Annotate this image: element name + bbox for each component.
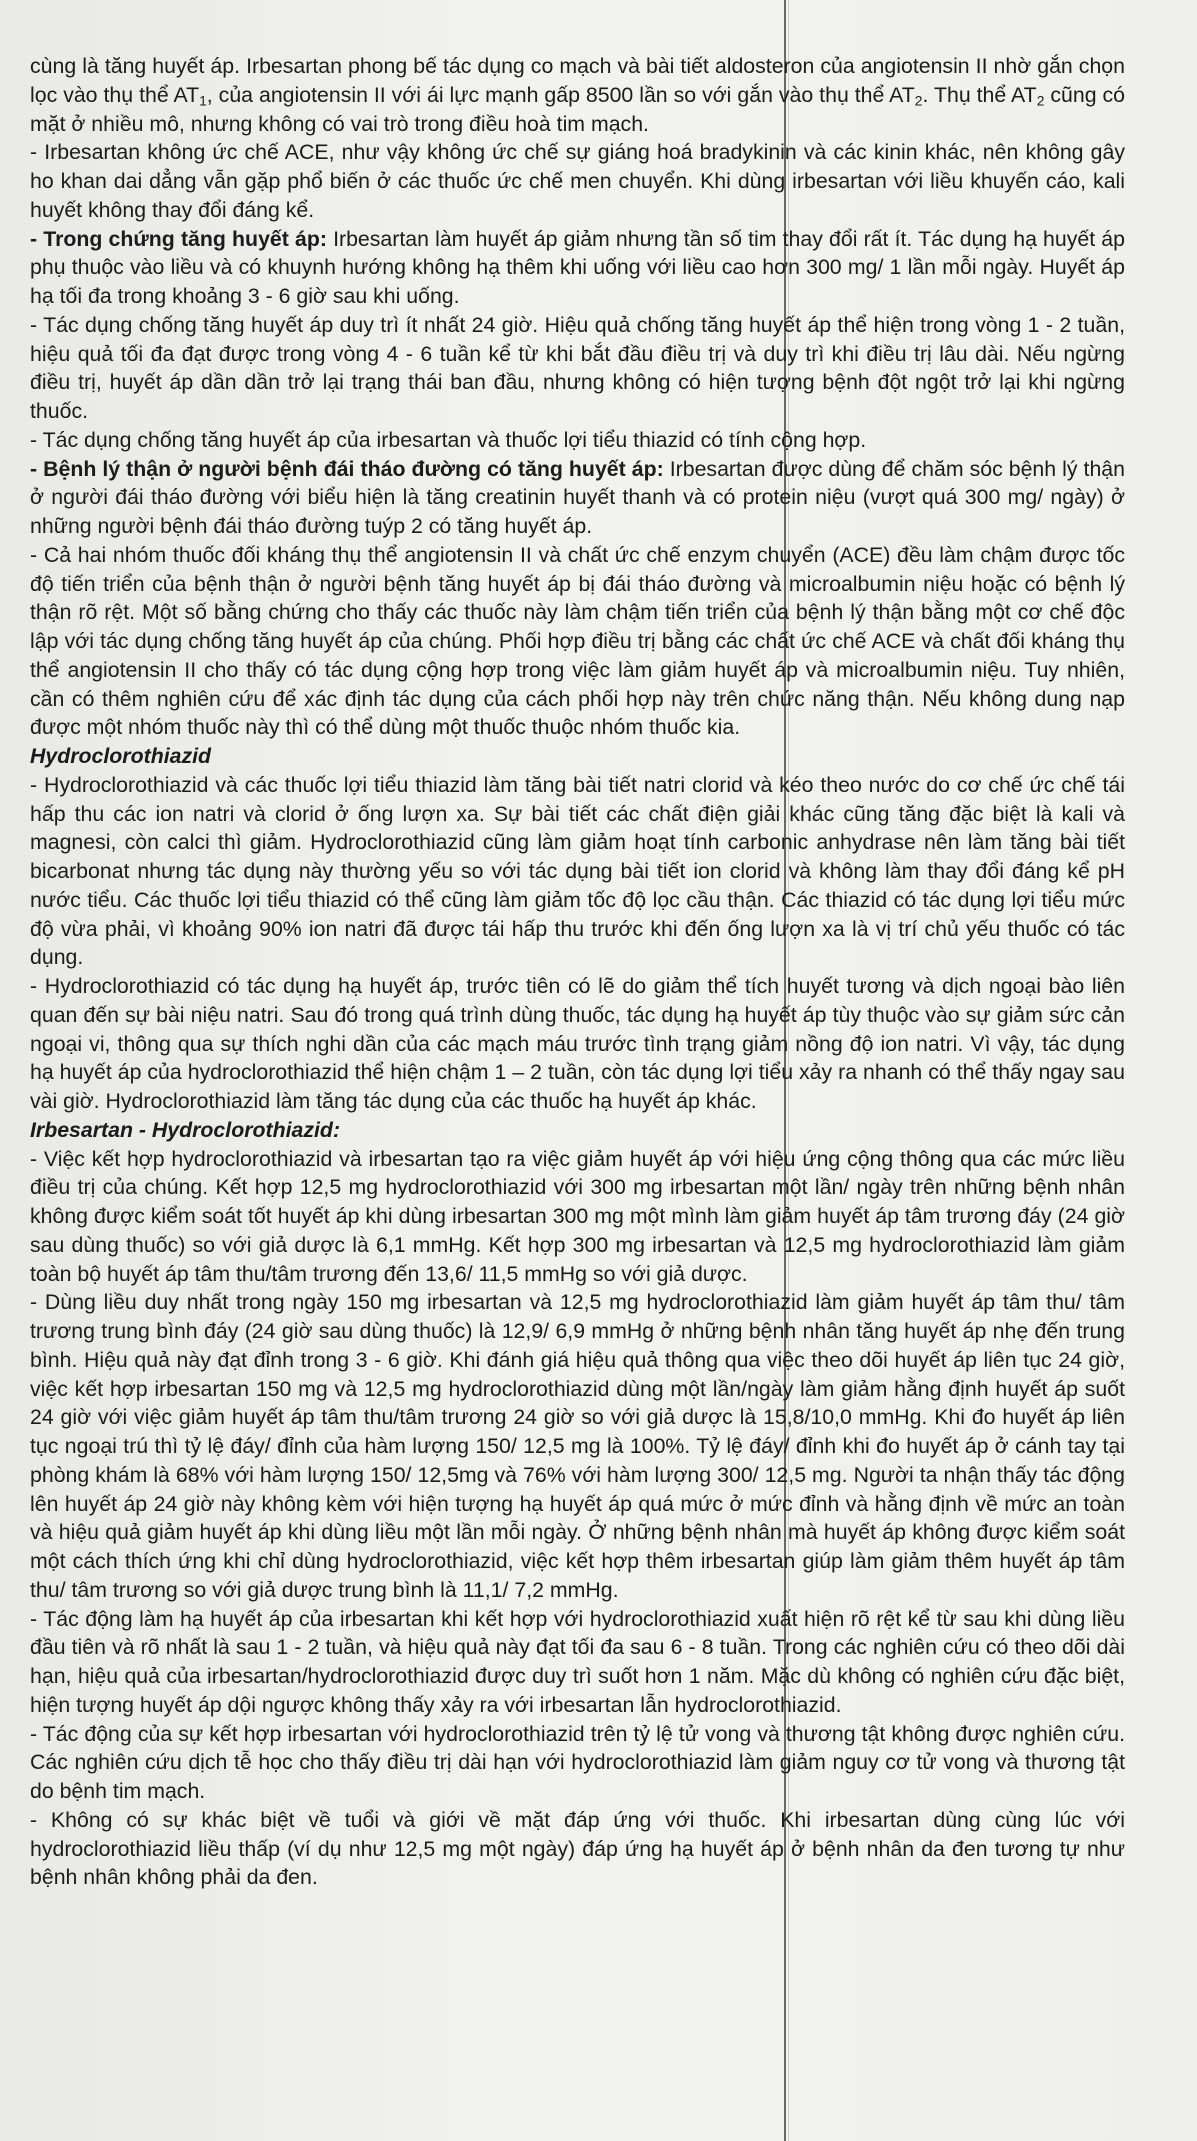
paragraph-nephropathy: - Bệnh lý thận ở người bệnh đái tháo đường có tăng huyết áp: Irbesartan được dùng để chăm sóc bệnh lý thận ở người đái tháo đường với biểu hiện là tăng creatinin huyết thanh và có protein niệu (vượt quá 300 mg/ ngày) ở những người bệnh đái tháo đường tuýp 2 có tăng huyết áp. bbox=[30, 456, 1125, 538]
paragraph-additive: - Tác dụng chống tăng huyết áp của irbesartan và thuốc lợi tiểu thiazid có tính cộng hợp. bbox=[30, 427, 867, 452]
paragraph-combination-1: - Việc kết hợp hydroclorothiazid và irbesartan tạo ra việc giảm huyết áp với hiệu ứng cộng thông qua các mức liều điều trị của chúng. Kết hợp 12,5 mg hydroclorothiazid với 300 mg irbesartan một lần/ ngày trên những bệnh nhân không được kiểm soát tốt huyết áp khi dùng irbesartan 300 mg một mình làm giảm huyết áp tâm trương đáy (24 giờ sau dùng thuốc) so với giả dược là 6,1 mmHg. Kết hợp 300 mg irbesartan và 12,5 mg hydroclorothiazid làm giảm toàn bộ huyết áp tâm thu/tâm trương đến 13,6/ 11,5 mmHg so với giả dược. bbox=[30, 1146, 1125, 1286]
label-nephropathy: - Bệnh lý thận ở người bệnh đái tháo đường có tăng huyết áp: bbox=[30, 456, 664, 481]
paragraph-combination-2: - Dùng liều duy nhất trong ngày 150 mg irbesartan và 12,5 mg hydroclorothiazid làm giảm huyết áp tâm thu/ tâm trương trung bình đáy (24 giờ sau dùng thuốc) là 12,9/ 6,9 mmHg ở những bệnh nhân tăng huyết áp nhẹ đến trung bình. Hiệu quả này đạt đỉnh trong 3 - 6 giờ. Khi đánh giá hiệu quả thông qua việc theo dõi huyết áp liên tục 24 giờ, việc kết hợp irbesartan 150 mg và 12,5 mg hydroclorothiazid dùng một lần/ngày làm giảm hằng định huyết áp suốt 24 giờ với việc giảm huyết áp tâm thu/tâm trương 24 giờ so với giả dược là 15,8/10,0 mmHg. Khi đo huyết áp liên tục ngoại trú thì tỷ lệ đáy/ đỉnh của hàm lượng 150/ 12,5 mg là 100%. Tỷ lệ đáy/ đỉnh khi đo huyết áp ở cánh tay tại phòng khám là 68% với hàm lượng 150/ 12,5mg và 76% với hàm lượng 300/ 12,5 mg. Người ta nhận thấy tác động lên huyết áp 24 giờ này không kèm với hiện tượng hạ huyết áp quá mức ở mức đỉnh và hằng định về mức an toàn và hiệu quả giảm huyết áp khi dùng liều một lần mỗi ngày. Ở những bệnh nhân mà huyết áp không được kiểm soát một cách thích ứng khi chỉ dùng hydroclorothiazid, việc kết hợp thêm irbesartan giúp làm giảm thêm huyết áp tâm thu/ tâm trương so với giả dược trung bình là 11,1/ 7,2 mmHg. bbox=[30, 1290, 1125, 1602]
paragraph-duration: - Tác dụng chống tăng huyết áp duy trì ít nhất 24 giờ. Hiệu quả chống tăng huyết áp thể hiện trong vòng 1 - 2 tuần, hiệu quả tối đa đạt được trong vòng 4 - 6 tuần kể từ khi bắt đầu điều trị và duy trì khi điều trị lâu dài. Nếu ngừng điều trị, huyết áp dần dần trở lại trạng thái ban đầu, nhưng không có hiện tượng bệnh đột ngột trở lại khi ngừng thuốc. bbox=[30, 312, 1125, 423]
label-hypertension: - Trong chứng tăng huyết áp: bbox=[30, 226, 327, 251]
paragraph-irbesartan-mechanism: cùng là tăng huyết áp. Irbesartan phong bế tác dụng co mạch và bài tiết aldosteron của angiotensin II nhờ gắn chọn lọc vào thụ thể $AT_1$, của angiotensin II với ái lực mạnh gấp 8500 lần so với gắn vào thụ thể $AT_2$. Thụ thể $AT_2$ cũng có mặt ở nhiều mô, nhưng không có vai trò trong điều hoà tim mạch. bbox=[30, 54, 1125, 136]
paragraph-combination-4: - Tác động của sự kết hợp irbesartan với hydroclorothiazid trên tỷ lệ tử vong và thương tật không được nghiên cứu. Các nghiên cứu dịch tễ học cho thấy điều trị dài hạn với hydroclorothiazid làm giảm nguy cơ tử vong và thương tật do bệnh tim mạch. bbox=[30, 1721, 1125, 1803]
heading-combination: Irbesartan - Hydroclorothiazid: bbox=[30, 1117, 341, 1142]
paragraph-ace: - Irbesartan không ức chế ACE, như vậy không ức chế sự giáng hoá bradykinin và các kinin khác, nên không gây ho khan dai dẳng vẫn gặp phổ biến ở các thuốc ức chế men chuyển. Khi dùng irbesartan với liều khuyến cáo, kali huyết không thay đổi đáng kể. bbox=[30, 140, 1125, 222]
paragraph-hct-mechanism: - Hydroclorothiazid và các thuốc lợi tiểu thiazid làm tăng bài tiết natri clorid và kéo theo nước do cơ chế ức chế tái hấp thu các ion natri và clorid ở ống lượn xa. Sự bài tiết các chất điện giải khác cũng tăng đặc biệt là kali và magnesi, còn calci thì giảm. Hydroclorothiazid cũng làm giảm hoạt tính carbonic anhydrase nên làm tăng bài tiết bicarbonat nhưng tác dụng này thường yếu so với tác dụng bài tiết ion clorid và không làm thay đổi đáng kể pH nước tiểu. Các thuốc lợi tiểu thiazid có thể cũng làm giảm tốc độ lọc cầu thận. Các thiazid có tác dụng lợi tiểu mức độ vừa phải, vì khoảng 90% ion natri đã được tái hấp thu trước khi đến ống lượn xa là vị trí chủ yếu thuốc có tác dụng. bbox=[30, 772, 1125, 970]
paragraph-ace-arb: - Cả hai nhóm thuốc đối kháng thụ thể angiotensin II và chất ức chế enzym chuyển (ACE) đều làm chậm được tốc độ tiến triển của bệnh thận ở người bệnh tăng huyết áp bị đái tháo đường và microalbumin niệu hoặc có bệnh lý thận rõ rệt. Một số bằng chứng cho thấy các thuốc này làm chậm tiến triển của bệnh lý thận bằng một cơ chế độc lập với tác dụng chống tăng huyết áp của chúng. Phối hợp điều trị bằng các chất ức chế ACE và chất đối kháng thụ thể angiotensin II cho thấy có tác dụng cộng hợp trong việc làm giảm huyết áp và microalbumin niệu. Tuy nhiên, cần có thêm nghiên cứu để xác định tác dụng của cách phối hợp này trên chức năng thận. Nếu không dung nạp được một nhóm thuốc này thì có thể dùng một thuốc thuộc nhóm thuốc kia. bbox=[30, 542, 1125, 740]
document-body bbox=[30, 52, 1125, 1892]
paragraph-hct-bp: - Hydroclorothiazid có tác dụng hạ huyết áp, trước tiên có lẽ do giảm thể tích huyết tương và dịch ngoại bào liên quan đến sự bài niệu natri. Sau đó trong quá trình dùng thuốc, tác dụng hạ huyết áp tùy thuộc vào sự giảm sức cản ngoại vi, thông qua sự thích nghi dần của các mạch máu trước tình trạng giảm nồng độ ion natri. Vì vậy, tác dụng hạ huyết áp của hydroclorothiazid thể hiện chậm 1 – 2 tuần, còn tác dụng lợi tiểu xảy ra nhanh có thể thấy ngay sau vài giờ. Hydroclorothiazid làm tăng tác dụng của các thuốc hạ huyết áp khác. bbox=[30, 974, 1125, 1113]
paragraph-hypertension: - Trong chứng tăng huyết áp: Irbesartan làm huyết áp giảm nhưng tần số tim thay đổi rất ít. Tác dụng hạ huyết áp phụ thuộc vào liều và có khuynh hướng không hạ thêm khi uống với liều cao hơn 300 mg/ 1 lần mỗi ngày. Huyết áp hạ tối đa trong khoảng 3 - 6 giờ sau khi uống. bbox=[30, 226, 1125, 308]
heading-hydroclorothiazid: Hydroclorothiazid bbox=[30, 744, 212, 768]
paragraph-combination-5: - Không có sự khác biệt về tuổi và giới về mặt đáp ứng với thuốc. Khi irbesartan dùng cùng lúc với hydroclorothiazid liều thấp (ví dụ như 12,5 mg một ngày) đáp ứng hạ huyết áp ở bệnh nhân da đen tương tự như bệnh nhân không phải da đen. bbox=[30, 1807, 1125, 1890]
paragraph-combination-3: - Tác động làm hạ huyết áp của irbesartan khi kết hợp với hydroclorothiazid xuất hiện rõ rệt kể từ sau khi dùng liều đầu tiên và rõ nhất là sau 1 - 2 tuần, và hiệu quả này đạt tối đa sau 6 - 8 tuần. Trong các nghiên cứu có theo dõi dài hạn, hiệu quả của irbesartan/hydroclorothiazid được duy trì suốt hơn 1 năm. Mặc dù không có nghiên cứu đặc biệt, hiện tượng huyết áp dội ngược không thấy xảy ra với irbesartan lẫn hydroclorothiazid. bbox=[30, 1606, 1125, 1717]
